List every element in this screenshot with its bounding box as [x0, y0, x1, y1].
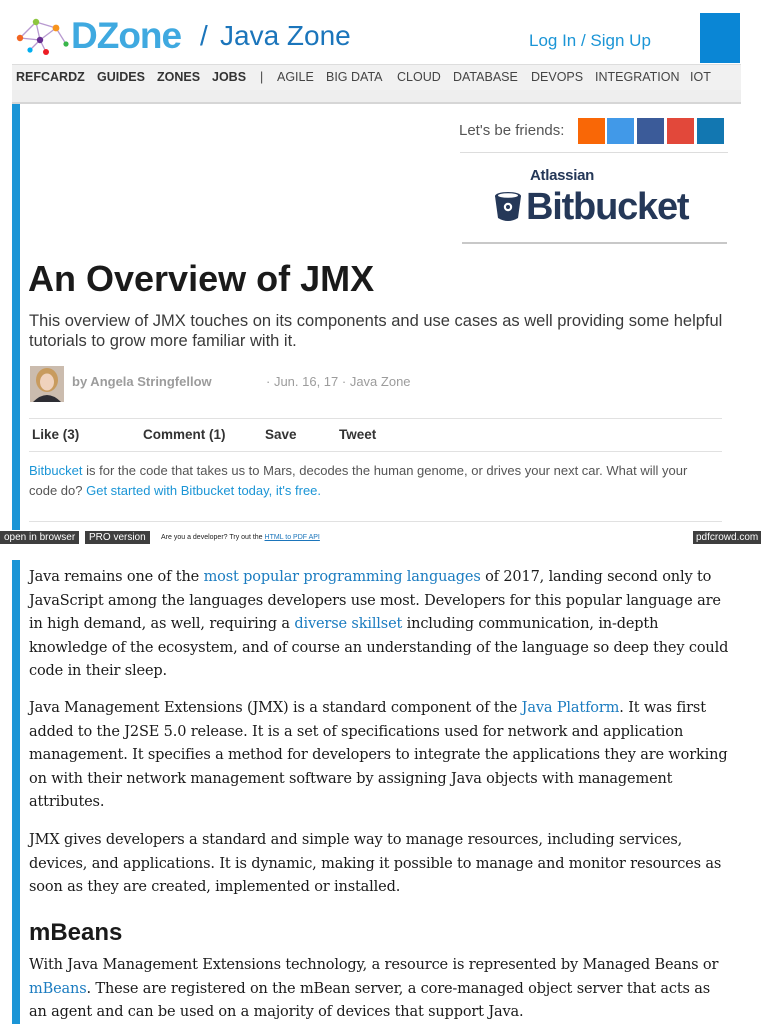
dzone-logo-icon[interactable] [16, 14, 70, 58]
nav-shadow [12, 90, 741, 104]
nav-item-iot[interactable]: IOT [690, 70, 711, 84]
open-in-browser-button[interactable]: open in browser [0, 531, 79, 544]
save-button[interactable]: Save [265, 427, 297, 442]
nav-item-agile[interactable]: AGILE [277, 70, 314, 84]
nav-item-integration[interactable]: INTEGRATION [595, 70, 680, 84]
body-text: Java remains one of the [29, 569, 204, 585]
rss-icon[interactable] [578, 118, 605, 144]
body-text: With Java Management Extensions technology, a resource is represented by Managed Beans or [29, 957, 719, 973]
developer-promo [161, 532, 320, 543]
body-text: Java Management Extensions (JMX) is a standard component of the [29, 700, 522, 716]
top-nav [12, 64, 741, 90]
dzone-brand[interactable]: DZone [71, 15, 182, 56]
pdfcrowd-bar [0, 530, 768, 545]
popular-languages-link[interactable]: most popular programming languages [203, 569, 481, 585]
menu-toggle-button[interactable] [700, 13, 740, 63]
comment-button[interactable]: Comment (1) [143, 427, 226, 442]
body-paragraph [29, 697, 729, 815]
nav-item-refcardz[interactable]: REFCARDZ [16, 70, 85, 84]
nav-item-jobs[interactable]: JOBS [212, 70, 247, 84]
body-paragraph [29, 954, 729, 1024]
facebook-icon[interactable] [637, 118, 664, 144]
body-paragraph [29, 566, 729, 684]
section-heading: mBeans [29, 919, 123, 946]
ad-product: Bitbucket [526, 186, 689, 228]
body-text: . These are registered on the mBean server, a core-managed object server that acts as an agent and can be used on a majority of devices that support Java. [29, 980, 711, 1020]
divider [29, 521, 722, 522]
left-accent-rail-lower [12, 560, 20, 1024]
promo-bitbucket-link[interactable]: Bitbucket [29, 463, 83, 478]
google-plus-icon[interactable] [667, 118, 694, 144]
promo-text: is for the code that takes us to Mars, decodes the human genome, or drives your next car. What will your code do? [29, 463, 688, 498]
site-header [0, 0, 768, 64]
ad-divider [462, 242, 727, 244]
left-accent-rail [12, 104, 20, 530]
developer-promo-text: Are you a developer? Try out the [161, 534, 263, 541]
divider [460, 152, 728, 153]
author-avatar[interactable] [30, 366, 64, 402]
avatar-image [30, 366, 64, 402]
tweet-button[interactable]: Tweet [339, 427, 377, 442]
twitter-icon[interactable] [607, 118, 634, 144]
divider [29, 451, 722, 452]
mbeans-link[interactable]: mBeans [29, 980, 87, 997]
bitbucket-bucket-icon [493, 188, 523, 224]
bitbucket-promo [29, 461, 719, 501]
nav-item-guides[interactable]: GUIDES [97, 70, 145, 84]
like-button[interactable]: Like (3) [32, 427, 80, 442]
social-label: Let's be friends: [459, 122, 565, 139]
login-signup-link[interactable]: Log In / Sign Up [529, 31, 651, 50]
linkedin-icon[interactable] [697, 118, 724, 144]
promo-get-started-link[interactable]: Get started with Bitbucket today, it's free. [86, 483, 322, 498]
body-paragraph: JMX gives developers a standard and simple way to manage resources, including services, devices, and applications. It is dynamic, making it possible to manage and monitor resources as soon as they are created, implemented or installed. [29, 832, 722, 895]
ad-company: Atlassian [530, 167, 594, 184]
article-meta: · Jun. 16, 17 · Java Zone [266, 374, 411, 389]
diverse-skillset-link[interactable]: diverse skillset [294, 616, 403, 632]
html-to-pdf-api-link[interactable]: HTML to PDF API [264, 534, 320, 541]
pro-version-button[interactable]: PRO version [85, 531, 150, 544]
body-text: including communication, in-depth knowledge of the ecosystem, and of course an understanding of the language so deep they could code in their sleep. [29, 616, 729, 679]
nav-item-database[interactable]: DATABASE [453, 70, 518, 84]
nav-item-zones[interactable]: ZONES [157, 70, 201, 84]
body-text: of 2017, landing second only to JavaScript among the languages developers use most. Developers for this popular language are in high demand, as well, requiring a [29, 569, 721, 632]
java-platform-link[interactable]: Java Platform [521, 700, 620, 716]
nav-item-cloud[interactable]: CLOUD [397, 70, 441, 84]
article-subtitle: This overview of JMX touches on its components and use cases as well providing some helpful tutorials to grow more familiar with it. [29, 312, 723, 350]
zone-separator: / [200, 20, 208, 51]
article-title: An Overview of JMX [28, 258, 375, 299]
nav-item-devops[interactable]: DEVOPS [531, 70, 584, 84]
divider [29, 418, 722, 419]
nav-divider: | [260, 70, 264, 84]
nav-item-big-data[interactable]: BIG DATA [326, 70, 383, 84]
author-link[interactable]: by Angela Stringfellow [72, 374, 212, 389]
zone-name-link[interactable]: Java Zone [220, 20, 351, 51]
pdfcrowd-brand-link[interactable]: pdfcrowd.com [693, 531, 761, 544]
body-text: . It was first added to the J2SE 5.0 release. It is a set of specifications used for network and application management. It specifies a method for developers to integrate the applications they are working on with their network management software by assigning Java objects with management attributes. [29, 700, 728, 810]
